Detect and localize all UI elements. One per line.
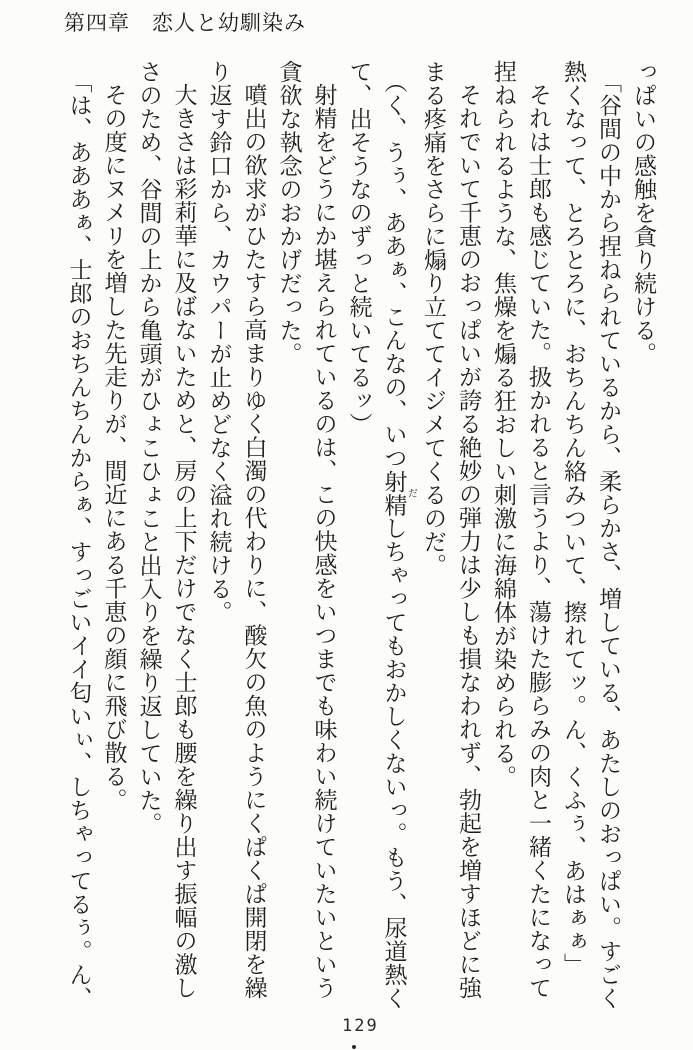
text-column: 「は、あああぁ、士郎のおちんちんからぁ、すっごいイイ匂いぃ、しちゃってるぅ。ん、: [66, 70, 92, 1011]
text-column: 「谷間の中から捏ねられているから、柔らかさ、増している、あたしのおっぱい。すごく: [596, 70, 621, 1011]
page-number: 129: [342, 1016, 379, 1036]
text-column: 噴出の欲求がひたすら高まりゆく白濁の代わりに、酸欠の魚のようにくぱくぱ開閉を繰: [241, 83, 267, 1000]
text-column: っぱいの感触を貪り続ける。: [631, 60, 656, 366]
furigana-ruby: 射精 だ: [381, 469, 417, 517]
chapter-heading: 第四章 恋人と幼馴染み: [64, 11, 306, 35]
text-column: 熱くなって、とろとろに、おちんちん絡みついて、擦れてッ。ん、くふぅ、あはぁぁ」: [561, 60, 586, 977]
text-column: （く、うぅ、ああぁ、こんなの、いつ射精 だしちゃってもおかしくないっ。もう、尿道熱く: [381, 70, 417, 1011]
text-column: り返す鈴口から、カウパーが止めどなく溢れ続ける。: [206, 60, 232, 624]
text-column: それでいて千恵のおっぱいが誇る絶妙の弾力は少しも損なわれず、勃起を増すほどに強: [456, 83, 481, 1000]
text-column: さのため、谷間の上から亀頭がひょこひょこと出入りを繰り返していた。: [136, 60, 162, 836]
text-column: まる疼痛をさらに煽り立ててイジメてくるのだ。: [421, 60, 446, 577]
text-column: て、出そうなのずっと続いてるッ）: [346, 60, 372, 436]
text-column: それは士郎も感じていた。扱かれると言うより、蕩けた膨らみの肉と一緒くたになって: [526, 83, 551, 1000]
text-column: 大きさは彩莉華に及ばないためと、房の上下だけでなく士郎も腰を繰り出す振幅の激し: [171, 83, 197, 1000]
text-column: 貪欲な執念のおかげだった。: [276, 60, 302, 366]
text-column: その度にヌメリを増した先走りが、間近にある千恵の顔に飛び散る。: [101, 83, 127, 812]
page-bottom-mark: [352, 1045, 356, 1049]
text-column: 捏ねられるような、焦燥を煽る狂おしい刺激に海綿体が染められる。: [491, 60, 516, 789]
text-column: 射精をどうにか堪えられているのは、この快感をいつまでも味わい続けていたいという: [311, 83, 337, 1000]
body-text: [62, 60, 662, 1012]
